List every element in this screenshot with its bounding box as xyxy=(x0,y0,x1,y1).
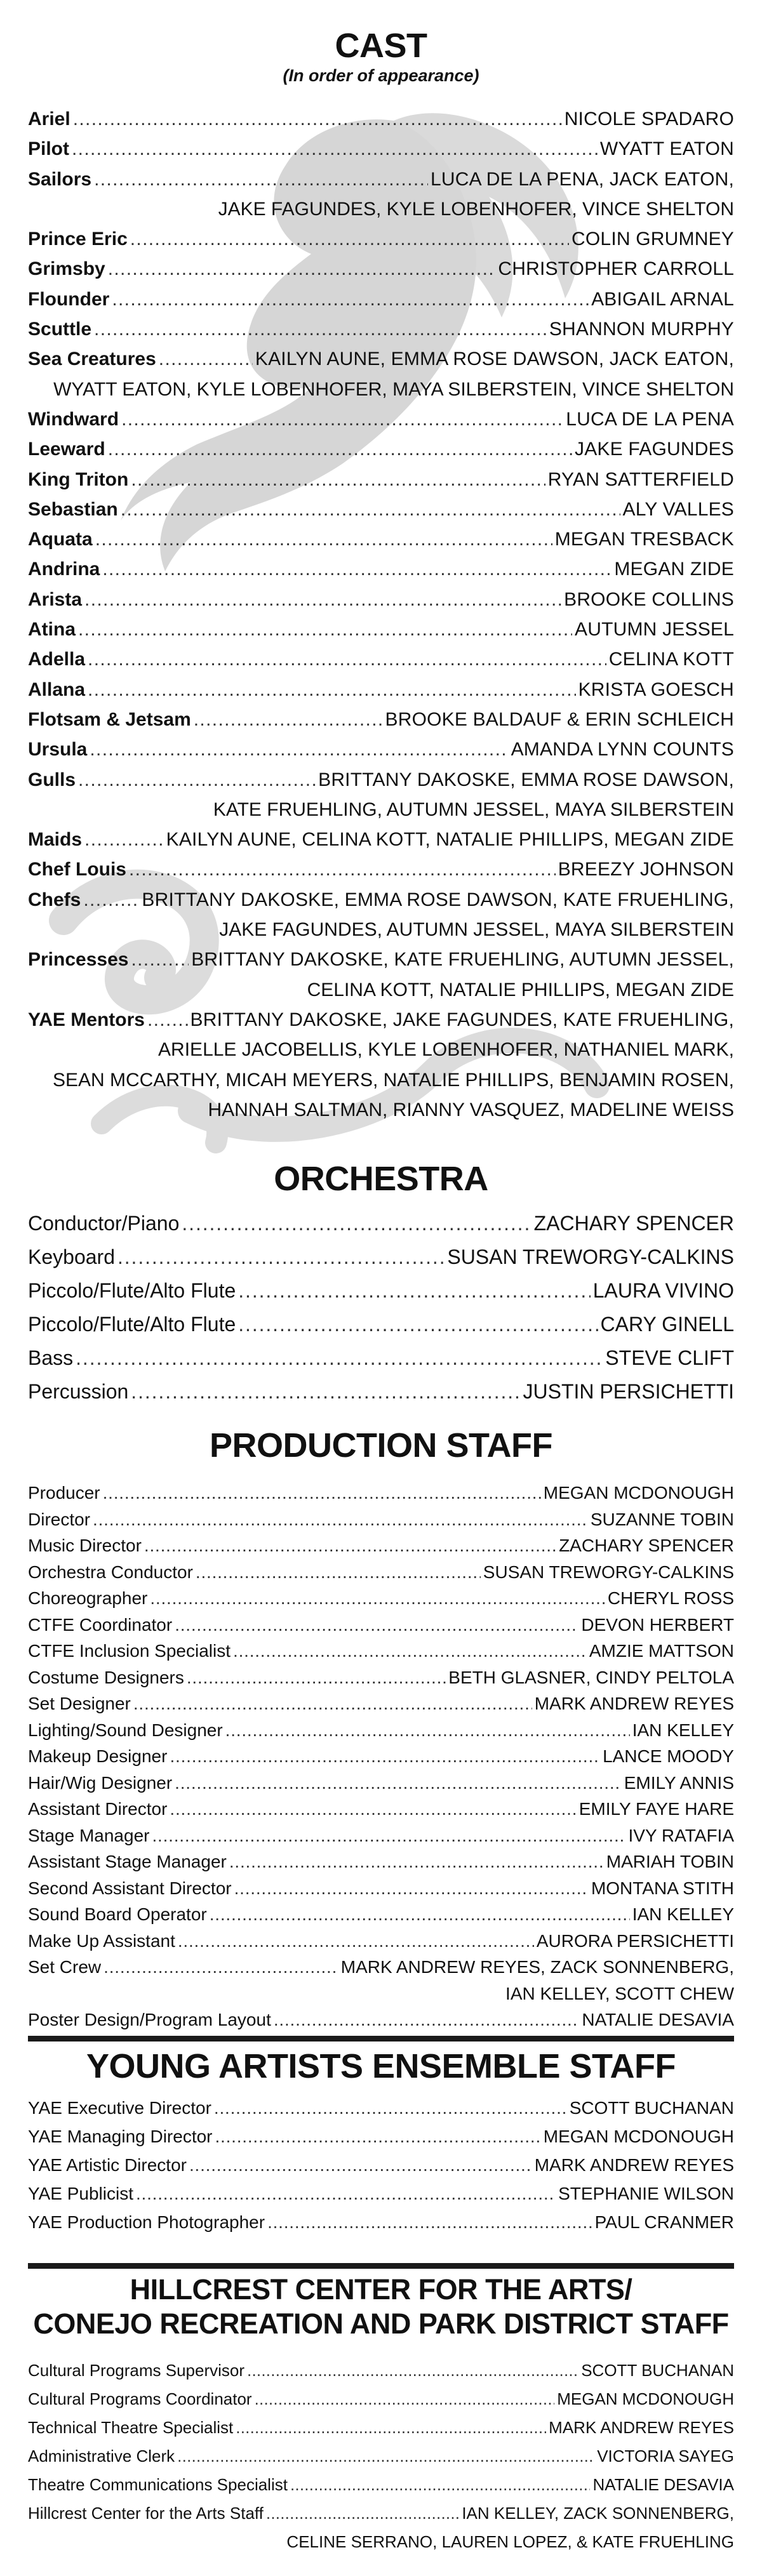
credit-role: Piccolo/Flute/Alto Flute xyxy=(28,1313,236,1336)
credit-line xyxy=(28,2356,734,2385)
leader-dots xyxy=(104,1954,338,1981)
credit-names: IAN KELLEY xyxy=(632,1720,734,1740)
credit-names: IAN KELLEY xyxy=(632,1904,734,1924)
credit-line xyxy=(28,524,734,554)
leader-dots xyxy=(117,1240,444,1274)
credit-names: LANCE MOODY xyxy=(603,1746,734,1766)
leader-dots xyxy=(178,1928,534,1955)
leader-dots xyxy=(83,885,139,915)
credit-role: Chefs xyxy=(28,889,81,910)
credit-names: ABIGAIL ARNAL xyxy=(591,288,734,310)
credit-names-continued: ARIELLE JACOBELLIS, KYLE LOBENHOFER, NATHANIEL MARK, xyxy=(158,1039,734,1061)
credit-names: MARK ANDREW REYES xyxy=(534,2155,734,2175)
credit-names: STEVE CLIFT xyxy=(605,1346,734,1369)
credit-names: LUCA DE LA PENA, JACK EATON, xyxy=(431,168,734,190)
credit-names: SUZANNE TOBIN xyxy=(590,1509,734,1529)
leader-dots xyxy=(175,1770,622,1796)
credit-role: Sebastian xyxy=(28,498,118,520)
orchestra-title: ORCHESTRA xyxy=(274,1160,488,1198)
credit-names: MARK ANDREW REYES xyxy=(534,1694,734,1713)
hillcrest-title-line1: HILLCREST CENTER FOR THE ARTS/ xyxy=(130,2273,632,2306)
credit-line xyxy=(28,495,734,524)
leader-dots xyxy=(215,2122,541,2151)
credit-names: LUCA DE LA PENA xyxy=(566,408,734,430)
leader-dots xyxy=(187,1664,446,1691)
credit-line xyxy=(28,404,734,434)
credit-line xyxy=(28,554,734,584)
cast-title: CAST xyxy=(335,27,427,65)
credit-line xyxy=(28,1928,734,1955)
credit-line xyxy=(28,945,734,974)
credit-line xyxy=(28,314,734,344)
credit-role: Lighting/Sound Designer xyxy=(28,1720,223,1740)
credit-names: AMANDA LYNN COUNTS xyxy=(511,739,734,760)
credit-line xyxy=(28,284,734,314)
credit-names: AURORA PERSICHETTI xyxy=(536,1930,734,1951)
leader-dots xyxy=(76,1341,603,1375)
credit-names: ZACHARY SPENCER xyxy=(533,1212,734,1235)
cast-subtitle: (In order of appearance) xyxy=(283,66,479,85)
leader-dots xyxy=(103,1480,541,1506)
leader-dots xyxy=(144,1532,556,1559)
credit-line xyxy=(28,2151,734,2179)
leader-dots xyxy=(95,524,552,554)
leader-dots xyxy=(255,2385,555,2413)
credit-line xyxy=(28,1849,734,1875)
credit-names: NICOLE SPADARO xyxy=(564,109,734,129)
credit-role: YAE Executive Director xyxy=(28,2098,211,2118)
credit-role: Orchestra Conductor xyxy=(28,1562,193,1582)
credit-names: CARY GINELL xyxy=(600,1313,734,1336)
credit-role: Arista xyxy=(28,588,83,610)
credit-line xyxy=(28,1559,734,1586)
credit-role: Aquata xyxy=(28,529,93,550)
credit-role: Set Designer xyxy=(28,1694,131,1713)
leader-dots xyxy=(108,254,496,284)
credit-line xyxy=(28,1717,734,1744)
credit-line xyxy=(28,1532,734,1559)
credit-names: JUSTIN PERSICHETTI xyxy=(523,1380,734,1403)
leader-dots xyxy=(267,2208,592,2236)
credit-line xyxy=(28,104,734,134)
credit-line xyxy=(28,854,734,884)
credit-role: YAE Production Photographer xyxy=(28,2212,265,2232)
credit-names: KRISTA GOESCH xyxy=(578,679,734,700)
leader-dots xyxy=(214,2094,567,2122)
credit-line xyxy=(28,2471,734,2499)
credit-role: Hair/Wig Designer xyxy=(28,1772,173,1793)
leader-dots xyxy=(72,134,598,164)
credit-line xyxy=(28,585,734,614)
credit-line xyxy=(28,705,734,734)
credit-role: Sea Creatures xyxy=(28,349,156,370)
credit-names-continued: WYATT EATON, KYLE LOBENHOFER, MAYA SILBERSTEIN, VINCE SHELTON xyxy=(53,378,734,400)
credit-role: Andrina xyxy=(28,559,100,580)
credit-role: Ariel xyxy=(28,109,70,129)
credit-role: Grimsby xyxy=(28,258,105,280)
credit-names: AUTUMN JESSEL xyxy=(575,619,734,641)
credit-role: Pilot xyxy=(28,138,69,160)
leader-dots xyxy=(170,1743,600,1770)
credit-line xyxy=(28,1770,734,1796)
credit-line xyxy=(28,1274,734,1308)
credit-names: DEVON HERBERT xyxy=(581,1614,734,1635)
leader-dots xyxy=(121,404,563,434)
leader-dots xyxy=(131,945,189,974)
credit-names: CHERYL ROSS xyxy=(607,1588,734,1608)
credit-role: Piccolo/Flute/Alto Flute xyxy=(28,1279,236,1302)
credit-role: YAE Publicist xyxy=(28,2184,133,2203)
credit-names: CHRISTOPHER CARROLL xyxy=(498,258,734,280)
leader-dots xyxy=(73,104,562,134)
credit-role: Second Assistant Director xyxy=(28,1878,232,1898)
credit-role: Producer xyxy=(28,1483,100,1503)
credit-names: MARK ANDREW REYES xyxy=(549,2418,734,2437)
credit-line xyxy=(28,134,734,164)
credit-names: STEPHANIE WILSON xyxy=(558,2184,734,2203)
leader-dots xyxy=(94,314,547,344)
credit-role: YAE Managing Director xyxy=(28,2127,213,2146)
credit-role: Allana xyxy=(28,679,86,700)
leader-dots xyxy=(274,2007,580,2033)
credit-role: Makeup Designer xyxy=(28,1746,168,1766)
credit-role: Bass xyxy=(28,1346,74,1369)
leader-dots xyxy=(88,675,576,705)
credit-names: SUSAN TREWORGY-CALKINS xyxy=(483,1562,734,1582)
production-list xyxy=(28,1480,734,2033)
credit-role: Technical Theatre Specialist xyxy=(28,2418,234,2437)
credit-names: RYAN SATTERFIELD xyxy=(547,468,734,490)
leader-dots xyxy=(229,1849,604,1875)
credit-line xyxy=(28,2007,734,2033)
hillcrest-list xyxy=(28,2356,734,2556)
credit-role: Ursula xyxy=(28,739,88,760)
credit-line xyxy=(28,2442,734,2471)
leader-dots xyxy=(78,765,316,795)
credit-line xyxy=(28,344,734,374)
credit-role: Gulls xyxy=(28,769,76,790)
credit-role: Poster Design/Program Layout xyxy=(28,2010,271,2029)
credit-line xyxy=(28,614,734,644)
credit-line xyxy=(28,644,734,674)
credit-line xyxy=(28,2385,734,2413)
credit-role: Hillcrest Center for the Arts Staff xyxy=(28,2504,264,2523)
credit-names: MARIAH TOBIN xyxy=(606,1852,734,1871)
leader-dots xyxy=(88,644,606,674)
credit-names: BREEZY JOHNSON xyxy=(558,859,734,880)
credit-names: MEGAN TRESBACK xyxy=(554,529,734,550)
leader-dots xyxy=(112,284,589,314)
leader-dots xyxy=(175,1612,578,1638)
credit-line xyxy=(28,885,734,915)
leader-dots xyxy=(194,705,383,734)
credit-role: Flounder xyxy=(28,288,110,310)
credit-line xyxy=(28,2208,734,2236)
credit-line xyxy=(28,1690,734,1717)
credit-line xyxy=(28,2094,734,2122)
credit-line xyxy=(28,224,734,254)
leader-dots xyxy=(177,2442,594,2471)
credit-line xyxy=(28,1664,734,1691)
credit-names-continued: KATE FRUEHLING, AUTUMN JESSEL, MAYA SILBERSTEIN xyxy=(213,799,734,820)
credit-role: CTFE Coordinator xyxy=(28,1614,173,1635)
credit-names-continued: HANNAH SALTMAN, RIANNY VASQUEZ, MADELINE WEISS xyxy=(208,1099,734,1120)
credit-line xyxy=(28,1612,734,1638)
credit-names: WYATT EATON xyxy=(599,138,734,160)
credit-role: Windward xyxy=(28,408,119,430)
leader-dots xyxy=(210,1901,630,1928)
credit-line xyxy=(28,1005,734,1035)
credit-role: Make Up Assistant xyxy=(28,1930,175,1951)
credit-role: Conductor/Piano xyxy=(28,1212,180,1235)
yae-section xyxy=(28,2045,734,2236)
credit-line xyxy=(28,254,734,284)
leader-dots xyxy=(290,2471,591,2499)
credit-line xyxy=(28,2413,734,2442)
credit-line xyxy=(28,1585,734,1612)
credit-names: MEGAN ZIDE xyxy=(614,559,734,580)
credit-names: BRITTANY DAKOSKE, JAKE FAGUNDES, KATE FRUEHLING, xyxy=(190,1009,734,1030)
hillcrest-section xyxy=(28,2273,734,2556)
credit-line xyxy=(28,675,734,705)
credit-line xyxy=(28,1822,734,1849)
credit-role: Adella xyxy=(28,649,86,670)
leader-dots xyxy=(131,465,545,495)
credit-names-continued: JAKE FAGUNDES, AUTUMN JESSEL, MAYA SILBERSTEIN xyxy=(219,919,734,941)
leader-dots xyxy=(247,2356,578,2385)
credit-line xyxy=(28,164,734,194)
leader-dots xyxy=(238,1308,598,1341)
leader-dots xyxy=(152,1822,625,1849)
credit-line xyxy=(28,2122,734,2151)
credit-line xyxy=(28,765,734,795)
credit-names: AMZIE MATTSON xyxy=(589,1641,734,1661)
credit-role: Chef Louis xyxy=(28,859,126,880)
credit-role: Stage Manager xyxy=(28,1825,150,1845)
leader-dots xyxy=(102,554,612,584)
credit-line xyxy=(28,825,734,854)
credit-names: EMILY FAYE HARE xyxy=(578,1799,734,1819)
credit-line xyxy=(28,1341,734,1375)
credit-names: COLIN GRUMNEY xyxy=(572,229,734,250)
leader-dots xyxy=(189,2151,532,2179)
credit-names: MARK ANDREW REYES, ZACK SONNENBERG, xyxy=(340,1957,734,1977)
credit-names: NATALIE DESAVIA xyxy=(582,2010,734,2029)
leader-dots xyxy=(90,734,508,764)
credit-role: Director xyxy=(28,1509,91,1529)
credit-line xyxy=(28,1506,734,1533)
credit-names: BETH GLASNER, CINDY PELTOLA xyxy=(448,1667,734,1687)
credit-role: Atina xyxy=(28,619,76,641)
leader-dots xyxy=(94,164,428,194)
credit-role: King Triton xyxy=(28,468,129,490)
cast-list xyxy=(28,104,734,1125)
hillcrest-title-line2: CONEJO RECREATION AND PARK DISTRICT STAFF xyxy=(33,2307,729,2340)
divider-rule xyxy=(28,2036,734,2042)
leader-dots xyxy=(234,1875,589,1902)
credit-names: VICTORIA SAYEG xyxy=(597,2447,734,2466)
credit-names: SCOTT BUCHANAN xyxy=(581,2361,734,2380)
credit-role: Keyboard xyxy=(28,1245,115,1268)
credit-role: Assistant Director xyxy=(28,1799,168,1819)
credit-names: CELINA KOTT xyxy=(608,649,734,670)
credit-names: NATALIE DESAVIA xyxy=(592,2475,734,2494)
orchestra-list xyxy=(28,1207,734,1409)
credit-line xyxy=(28,2499,734,2528)
credit-role: Sailors xyxy=(28,168,92,190)
leader-dots xyxy=(129,854,556,884)
credit-role: Assistant Stage Manager xyxy=(28,1852,227,1871)
credit-names: MEGAN MCDONOUGH xyxy=(557,2389,734,2408)
credit-names: BROOKE BALDAUF & ERIN SCHLEICH xyxy=(385,708,734,730)
credit-role: Leeward xyxy=(28,439,105,460)
leader-dots xyxy=(84,825,164,854)
credit-role: Choreographer xyxy=(28,1588,148,1608)
credit-names: SHANNON MURPHY xyxy=(549,319,734,340)
credit-names: KAILYN AUNE, EMMA ROSE DAWSON, JACK EATON, xyxy=(255,349,734,370)
leader-dots xyxy=(182,1207,531,1240)
leader-dots xyxy=(150,1585,605,1612)
leader-dots xyxy=(78,614,572,644)
leader-dots xyxy=(225,1717,630,1744)
credit-names: MEGAN MCDONOUGH xyxy=(543,1483,734,1503)
credit-role: Flotsam & Jetsam xyxy=(28,708,191,730)
credit-role: Prince Eric xyxy=(28,229,128,250)
production-title: PRODUCTION STAFF xyxy=(210,1426,552,1464)
credit-names-continued: JAKE FAGUNDES, KYLE LOBENHOFER, VINCE SHELTON xyxy=(218,198,734,220)
credit-names: JAKE FAGUNDES xyxy=(575,439,734,460)
credit-names: BRITTANY DAKOSKE, EMMA ROSE DAWSON, KATE FRUEHLING, xyxy=(142,889,734,910)
credit-line xyxy=(28,2179,734,2208)
credit-names: LAURA VIVINO xyxy=(592,1279,734,1302)
leader-dots xyxy=(131,1375,520,1409)
leader-dots xyxy=(133,1690,532,1717)
cast-section xyxy=(28,27,734,1125)
credit-names-continued: SEAN MCCARTHY, MICAH MEYERS, NATALIE PHILLIPS, BENJAMIN ROSEN, xyxy=(52,1069,734,1091)
credit-line xyxy=(28,1796,734,1822)
credit-names: IVY RATAFIA xyxy=(628,1825,734,1845)
credit-role: Maids xyxy=(28,829,83,851)
leader-dots xyxy=(196,1559,481,1586)
leader-dots xyxy=(84,585,561,614)
credit-line xyxy=(28,434,734,464)
yae-title: YOUNG ARTISTS ENSEMBLE STAFF xyxy=(86,2047,676,2085)
leader-dots xyxy=(159,344,253,374)
credit-role: Music Director xyxy=(28,1536,142,1555)
leader-dots xyxy=(236,2413,546,2442)
leader-dots xyxy=(93,1506,588,1533)
credit-line xyxy=(28,1207,734,1240)
credit-role: CTFE Inclusion Specialist xyxy=(28,1641,231,1661)
credit-line xyxy=(28,734,734,764)
credit-role: Administrative Clerk xyxy=(28,2447,175,2466)
credit-names-continued: CELINE SERRANO, LAUREN LOPEZ, & KATE FRUEHLING xyxy=(286,2532,734,2551)
credit-role: Set Crew xyxy=(28,1957,102,1977)
credit-role: Costume Designers xyxy=(28,1667,184,1687)
orchestra-section xyxy=(28,1159,734,1409)
credit-names: MONTANA STITH xyxy=(591,1878,734,1898)
credit-names: PAUL CRANMER xyxy=(594,2212,734,2232)
leader-dots xyxy=(147,1005,188,1035)
credit-names: SUSAN TREWORGY-CALKINS xyxy=(447,1245,734,1268)
credit-line xyxy=(28,1901,734,1928)
credit-names-continued: IAN KELLEY, SCOTT CHEW xyxy=(505,1983,734,2003)
divider-rule xyxy=(28,2263,734,2269)
credit-role: Sound Board Operator xyxy=(28,1904,207,1924)
credit-line xyxy=(28,1308,734,1341)
credit-line xyxy=(28,1875,734,1902)
leader-dots xyxy=(130,224,569,254)
credit-line xyxy=(28,1638,734,1664)
credit-line xyxy=(28,1954,734,1981)
credit-names: BROOKE COLLINS xyxy=(564,588,734,610)
credit-names: IAN KELLEY, ZACK SONNENBERG, xyxy=(462,2504,734,2523)
credit-role: Theatre Communications Specialist xyxy=(28,2475,288,2494)
credit-line xyxy=(28,1480,734,1506)
leader-dots xyxy=(266,2499,459,2528)
leader-dots xyxy=(170,1796,576,1822)
credit-role: YAE Artistic Director xyxy=(28,2155,187,2175)
credit-names: MEGAN MCDONOUGH xyxy=(543,2127,734,2146)
credit-names: EMILY ANNIS xyxy=(624,1772,734,1793)
credit-names: ZACHARY SPENCER xyxy=(559,1536,734,1555)
credit-line xyxy=(28,1375,734,1409)
credit-line xyxy=(28,1743,734,1770)
credit-line xyxy=(28,1240,734,1274)
credit-role: YAE Mentors xyxy=(28,1009,145,1030)
leader-dots xyxy=(233,1638,587,1664)
credit-names: BRITTANY DAKOSKE, EMMA ROSE DAWSON, xyxy=(318,769,734,790)
credit-role: Cultural Programs Coordinator xyxy=(28,2389,252,2408)
leader-dots xyxy=(108,434,572,464)
credit-role: Percussion xyxy=(28,1380,129,1403)
leader-dots xyxy=(121,495,620,524)
yae-list xyxy=(28,2094,734,2236)
credit-role: Scuttle xyxy=(28,319,92,340)
credit-names: BRITTANY DAKOSKE, KATE FRUEHLING, AUTUMN JESSEL, xyxy=(191,949,734,971)
credit-line xyxy=(28,465,734,495)
leader-dots xyxy=(238,1274,590,1308)
credit-names: KAILYN AUNE, CELINA KOTT, NATALIE PHILLIPS, MEGAN ZIDE xyxy=(166,829,734,851)
credit-role: Princesses xyxy=(28,949,129,971)
credit-names: ALY VALLES xyxy=(622,498,734,520)
credit-names-continued: CELINA KOTT, NATALIE PHILLIPS, MEGAN ZIDE xyxy=(307,979,734,1000)
credit-names: SCOTT BUCHANAN xyxy=(569,2098,734,2118)
production-section xyxy=(28,1425,734,2033)
leader-dots xyxy=(136,2179,556,2208)
credit-role: Cultural Programs Supervisor xyxy=(28,2361,245,2380)
